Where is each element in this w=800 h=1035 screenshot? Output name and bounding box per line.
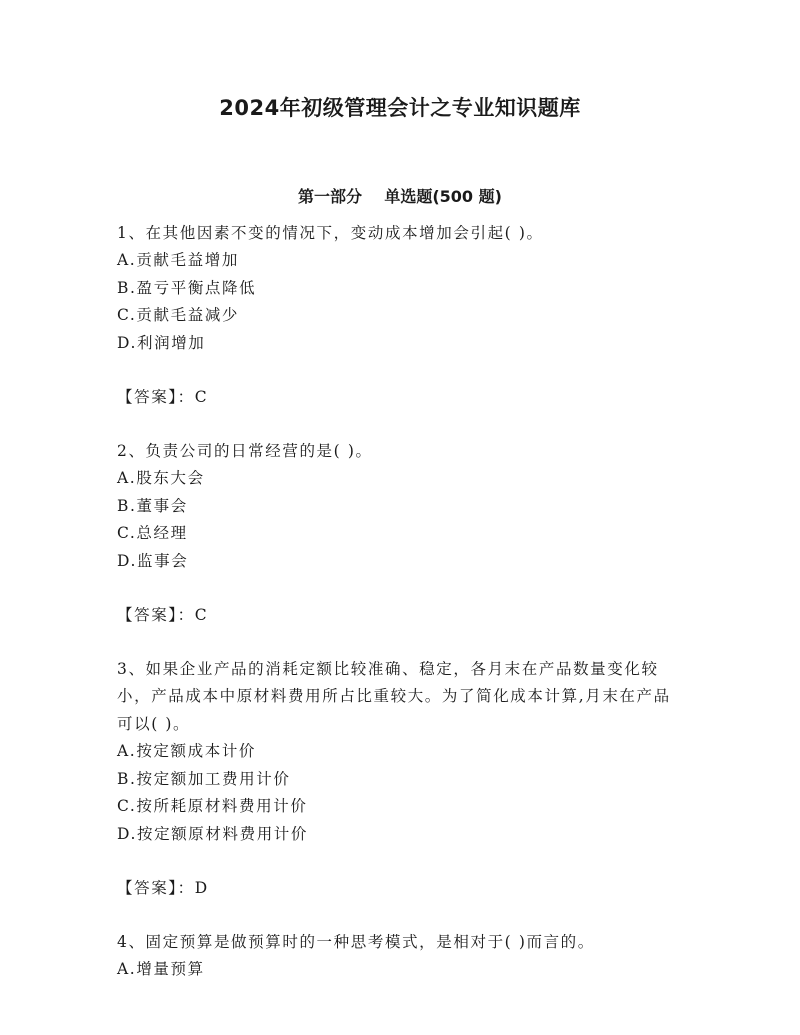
option-a: A.增量预算 — [117, 960, 205, 979]
option-b: B.按定额加工费用计价 — [117, 769, 291, 788]
question-stem: 4、固定预算是做预算时的一种思考模式，是相对于( )而言的。 — [117, 932, 595, 951]
section-title: 第一部分 单选题(500 题) — [298, 187, 502, 206]
option-c: C.贡献毛益减少 — [117, 306, 240, 325]
option-c: C.按所耗原材料费用计价 — [117, 797, 308, 816]
answer-line — [117, 602, 687, 656]
option-d: D.监事会 — [117, 551, 189, 570]
question-3 — [117, 656, 687, 929]
option-d: D.利润增加 — [117, 333, 206, 352]
option-c: C.总经理 — [117, 524, 188, 543]
answer-value: C — [194, 388, 209, 407]
question-1 — [117, 220, 687, 438]
answer-label: 【答案】： — [117, 388, 195, 407]
option-a: A.按定额成本计价 — [117, 742, 257, 761]
answer-line — [117, 875, 687, 929]
answer-value: D — [194, 878, 209, 897]
answer-label: 【答案】： — [117, 878, 195, 897]
document-title: 2024年初级管理会计之专业知识题库 — [219, 96, 581, 120]
question-stem: 3、如果企业产品的消耗定额比较准确、稳定，各月末在产品数量变化较小，产品成本中原材料费用所占比重较大。为了简化成本计算,月末在产品可以( )。 — [117, 660, 671, 733]
question-stem: 2、负责公司的日常经营的是( )。 — [117, 442, 373, 461]
question-4 — [117, 929, 687, 984]
answer-label: 【答案】： — [117, 606, 195, 625]
option-b: B.董事会 — [117, 496, 188, 515]
question-2 — [117, 438, 687, 656]
option-a: A.股东大会 — [117, 469, 205, 488]
answer-line — [117, 384, 687, 438]
answer-value: C — [194, 606, 209, 625]
option-b: B.盈亏平衡点降低 — [117, 278, 257, 297]
question-list — [117, 220, 687, 984]
option-d: D.按定额原材料费用计价 — [117, 824, 309, 843]
option-a: A.贡献毛益增加 — [117, 251, 239, 270]
question-stem: 1、在其他因素不变的情况下，变动成本增加会引起( )。 — [117, 224, 544, 242]
